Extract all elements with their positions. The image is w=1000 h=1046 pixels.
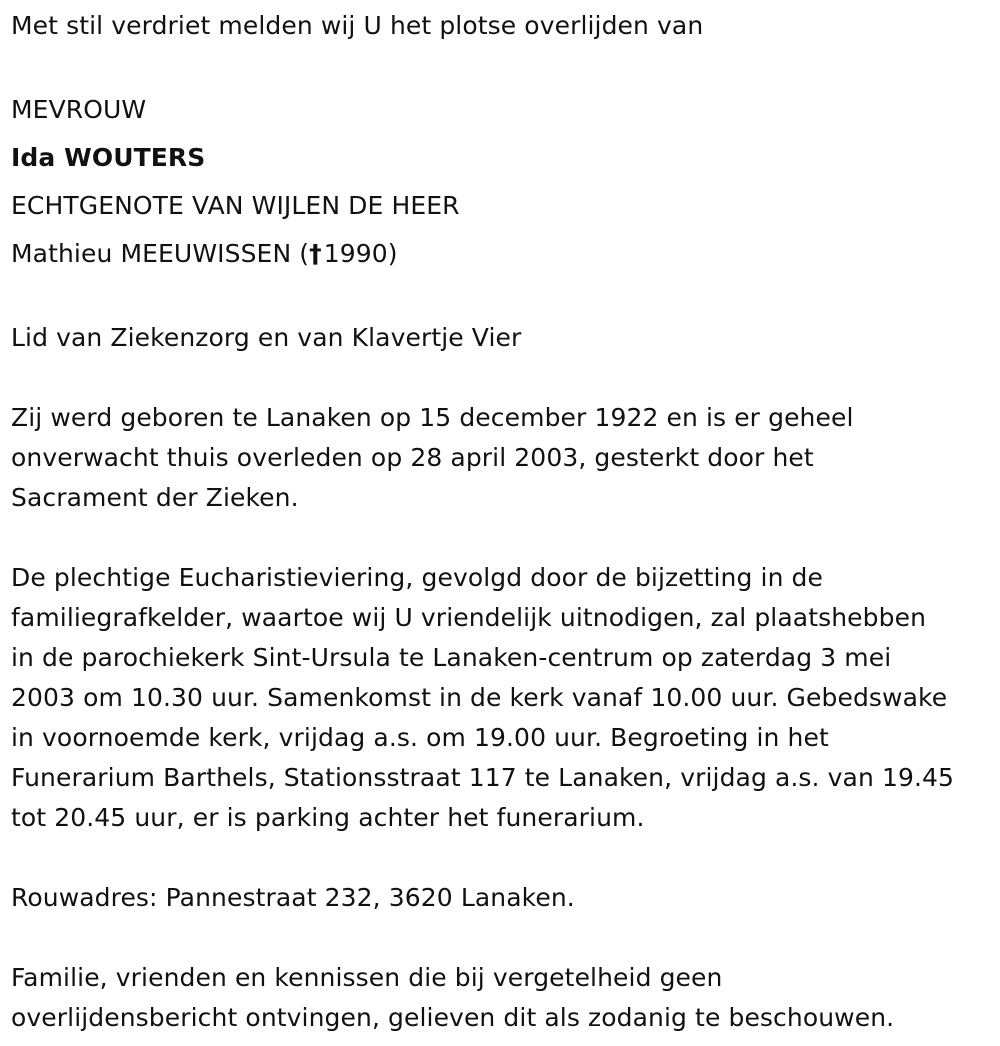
spacer bbox=[11, 46, 996, 86]
spacer bbox=[11, 918, 996, 958]
deceased-name: Ida WOUTERS bbox=[11, 143, 206, 172]
spacer bbox=[11, 358, 996, 398]
ceremony-line: De plechtige Eucharistieviering, gevolgd door de bijzetting in de bbox=[11, 563, 824, 592]
death-notice bbox=[11, 6, 996, 1038]
spacer bbox=[11, 838, 996, 878]
birth-death-line: onverwacht thuis overleden op 28 april 2003, gesterkt door het bbox=[11, 443, 814, 472]
ceremony-line: tot 20.45 uur, er is parking achter het funerarium. bbox=[11, 803, 645, 832]
intro-text: Met stil verdriet melden wij U het plotse overlijden van bbox=[11, 11, 704, 40]
spouse-name: Mathieu MEEUWISSEN ( bbox=[11, 239, 310, 268]
spacer bbox=[11, 518, 996, 558]
birth-death-line: Zij werd geboren te Lanaken op 15 december 1922 en is er geheel bbox=[11, 403, 854, 432]
spouse-line bbox=[11, 230, 996, 278]
ceremony-line: familiegrafkelder, waartoe wij U vriendelijk uitnodigen, zal plaatshebben bbox=[11, 603, 927, 632]
closing-line: overlijdensbericht ontvingen, gelieven dit als zodanig te beschouwen. bbox=[11, 1003, 895, 1032]
title-prefix: MEVROUW bbox=[11, 95, 147, 124]
ceremony-line: Funerarium Barthels, Stationsstraat 117 te Lanaken, vrijdag a.s. van 19.45 bbox=[11, 763, 955, 792]
ceremony-line: in voornoemde kerk, vrijdag a.s. om 19.00 uur. Begroeting in het bbox=[11, 723, 829, 752]
spacer bbox=[11, 278, 996, 318]
ceremony-line: in de parochiekerk Sint-Ursula te Lanaken-centrum op zaterdag 3 mei bbox=[11, 643, 892, 672]
birth-death-line: Sacrament der Zieken. bbox=[11, 483, 299, 512]
membership-text: Lid van Ziekenzorg en van Klavertje Vier bbox=[11, 323, 522, 352]
cross-icon: † bbox=[309, 239, 322, 268]
spouse-relation: ECHTGENOTE VAN WIJLEN DE HEER bbox=[11, 191, 460, 220]
spouse-death-year: 1990) bbox=[323, 239, 398, 268]
mourning-address: Rouwadres: Pannestraat 232, 3620 Lanaken. bbox=[11, 883, 575, 912]
ceremony-line: 2003 om 10.30 uur. Samenkomst in de kerk vanaf 10.00 uur. Gebedswake bbox=[11, 683, 948, 712]
closing-line: Familie, vrienden en kennissen die bij vergetelheid geen bbox=[11, 963, 723, 992]
